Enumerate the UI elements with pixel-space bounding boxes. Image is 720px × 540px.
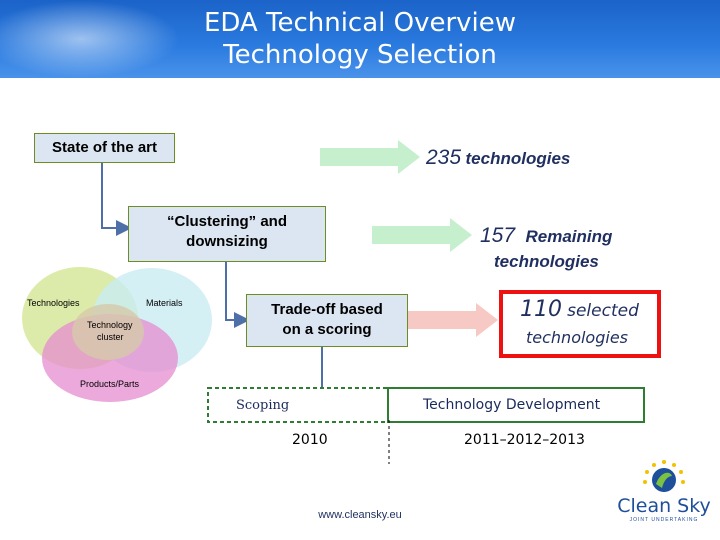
result-110-text-a: selected <box>567 301 639 321</box>
result-235 <box>426 146 570 170</box>
clustering-label-line2: downsizing <box>186 233 268 250</box>
result-235-number: 235 <box>426 146 462 169</box>
arrow-110 <box>408 303 498 337</box>
state-of-art-box <box>34 133 175 163</box>
arrow-157 <box>372 218 472 252</box>
result-157-number: 157 <box>480 224 516 247</box>
tradeoff-label-line2: on a scoring <box>282 321 372 338</box>
tradeoff-label-line1: Trade-off based <box>271 301 383 318</box>
result-110 <box>520 297 639 322</box>
tradeoff-box <box>246 294 408 347</box>
slide-title-line1: EDA Technical Overview <box>203 8 517 38</box>
venn-products-label: Products/Parts <box>80 379 140 389</box>
logo-emblem-icon <box>614 456 714 498</box>
result-157-line2: technologies <box>494 252 599 271</box>
years-development: 2011–2012–2013 <box>464 432 585 448</box>
venn-cluster-label-line1: Technology <box>87 320 133 330</box>
year-scoping: 2010 <box>292 432 328 448</box>
result-157-text-a: Remaining <box>525 227 613 246</box>
result-110-number: 110 <box>520 297 562 322</box>
clean-sky-logo <box>614 456 714 526</box>
clustering-label-line1: “Clustering” and <box>166 213 287 230</box>
connector-1 <box>102 163 128 228</box>
logo-tagline: JOINT UNDERTAKING <box>629 517 699 523</box>
development-label: Technology Development <box>423 397 601 413</box>
footer-url: www.cleansky.eu <box>318 509 402 521</box>
venn-diagram <box>22 266 217 406</box>
scoping-label: Scoping <box>236 398 290 413</box>
logo-name: Clean Sky <box>617 495 711 517</box>
result-110-line2: technologies <box>526 328 628 347</box>
venn-cluster-label-line2: cluster <box>97 332 124 342</box>
year-divider <box>384 420 394 464</box>
result-157 <box>480 224 612 248</box>
result-235-text: technologies <box>465 149 571 168</box>
scoping-phase <box>208 388 388 422</box>
connector-2 <box>226 262 246 320</box>
clustering-box <box>128 206 326 262</box>
venn-materials-label: Materials <box>146 298 183 308</box>
slide-title-line2: Technology Selection <box>223 40 497 70</box>
state-of-art-label: State of the art <box>51 139 157 156</box>
arrow-235 <box>320 140 420 174</box>
venn-technologies-label: Technologies <box>27 298 80 308</box>
